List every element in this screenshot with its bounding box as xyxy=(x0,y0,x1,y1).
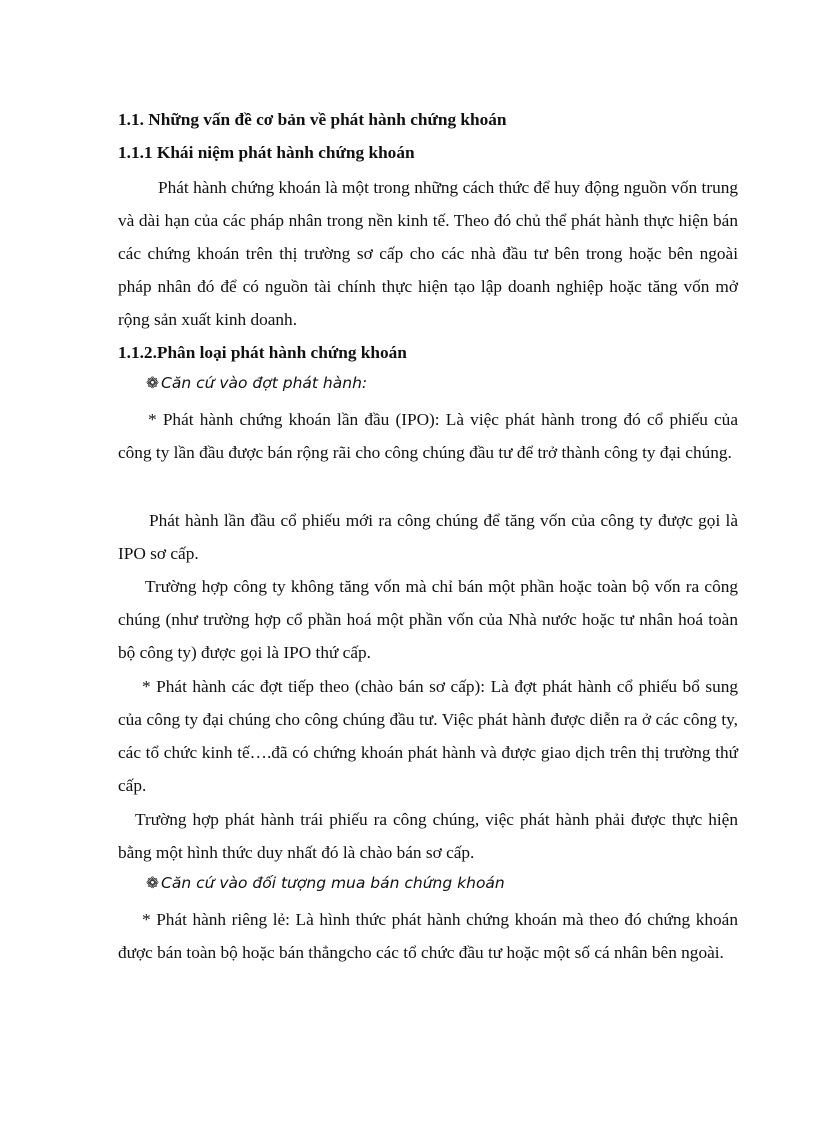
section-heading: 1.1. Những vấn đề cơ bản về phát hành chứng khoán xyxy=(118,110,507,129)
bullet-label: Căn cứ vào đối tượng mua bán chứng khoán xyxy=(161,874,505,892)
paragraph-concept: Phát hành chứng khoán là một trong những cách thức để huy động nguồn vốn trung và dài hạn của các pháp nhân trong nền kinh tế. Theo đó chủ thể phát hành thực hiện bán các chứng khoán trên thị trường sơ cấp cho các nhà đầu tư bên trong hoặc bên ngoài pháp nhân đó để có nguồn tài chính thực hiện tạo lập doanh nghiệp hoặc tăng vốn mở rộng sản xuất kinh doanh. xyxy=(118,178,738,329)
paragraph-private-placement: * Phát hành riêng lẻ: Là hình thức phát hành chứng khoán mà theo đó chứng khoán được bán toàn bộ hoặc bán thẳngcho các tổ chức đầu tư hoặc một số cá nhân bên ngoài. xyxy=(118,910,738,962)
subsection-heading-classification: 1.1.2.Phân loại phát hành chứng khoán xyxy=(118,343,407,362)
flower-bullet-icon: ❁ xyxy=(146,874,159,892)
bullet-by-issuance-round xyxy=(146,374,367,392)
paragraph-secondary-ipo: Trường hợp công ty không tăng vốn mà chỉ bán một phần hoặc toàn bộ vốn ra công chúng (như trường hợp cổ phần hoá một phần vốn của Nhà nước hoặc tư nhân hoá toàn bộ công ty) được gọi là IPO thứ cấp. xyxy=(118,577,738,662)
flower-bullet-icon: ❁ xyxy=(146,374,159,392)
subsection-heading-concept: 1.1.1 Khái niệm phát hành chứng khoán xyxy=(118,143,415,162)
paragraph-primary-ipo: Phát hành lần đầu cổ phiếu mới ra công chúng để tăng vốn của công ty được gọi là IPO sơ cấp. xyxy=(118,511,738,563)
paragraph-follow-on-offering: * Phát hành các đợt tiếp theo (chào bán sơ cấp): Là đợt phát hành cổ phiếu bổ sung của công ty đại chúng cho công chúng đầu tư. Việc phát hành được diễn ra ở các công ty, các tổ chức kinh tế….đã có chứng khoán phát hành và được giao dịch trên thị trường thứ cấp. xyxy=(118,677,738,795)
paragraph-bond-issuance: Trường hợp phát hành trái phiếu ra công chúng, việc phát hành phải được thực hiện bằng một hình thức duy nhất đó là chào bán sơ cấp. xyxy=(118,810,738,862)
bullet-label: Căn cứ vào đợt phát hành: xyxy=(161,374,368,392)
bullet-by-buyer-type xyxy=(146,874,505,892)
paragraph-ipo: * Phát hành chứng khoán lần đầu (IPO): Là việc phát hành trong đó cổ phiếu của công ty lần đầu được bán rộng rãi cho công chúng đầu tư để trở thành công ty đại chúng. xyxy=(118,410,738,462)
